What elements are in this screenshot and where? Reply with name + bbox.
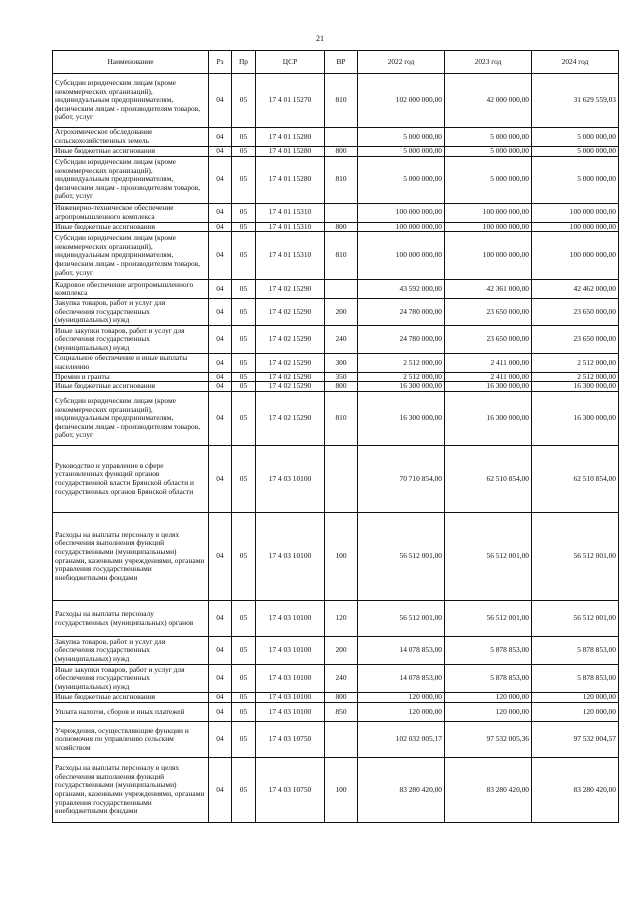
cell-rz: 04 bbox=[209, 446, 232, 513]
cell-pr: 05 bbox=[232, 446, 256, 513]
cell-y2022: 16 300 000,00 bbox=[358, 392, 445, 446]
cell-csr: 17 4 02 15290 bbox=[256, 392, 325, 446]
cell-y2023: 5 878 853,00 bbox=[445, 665, 532, 693]
cell-rz: 04 bbox=[209, 147, 232, 157]
cell-csr: 17 4 02 15290 bbox=[256, 325, 325, 353]
cell-pr: 05 bbox=[232, 637, 256, 665]
table-row bbox=[53, 325, 619, 353]
cell-csr: 17 4 01 15310 bbox=[256, 203, 325, 222]
cell-y2023: 56 512 001,00 bbox=[445, 601, 532, 637]
cell-pr: 05 bbox=[232, 703, 256, 722]
table-row bbox=[53, 693, 619, 703]
table-row bbox=[53, 758, 619, 823]
cell-vr: 800 bbox=[325, 693, 358, 703]
cell-csr: 17 4 02 15290 bbox=[256, 382, 325, 392]
cell-rz: 04 bbox=[209, 693, 232, 703]
cell-y2022: 56 512 001,00 bbox=[358, 513, 445, 601]
cell-y2024: 56 512 001,00 bbox=[532, 601, 619, 637]
table-row bbox=[53, 665, 619, 693]
cell-rz: 04 bbox=[209, 299, 232, 326]
table-header-row bbox=[53, 51, 619, 74]
cell-y2024: 120 000,00 bbox=[532, 693, 619, 703]
cell-vr: 810 bbox=[325, 392, 358, 446]
cell-pr: 05 bbox=[232, 722, 256, 758]
cell-y2022: 102 032 005,17 bbox=[358, 722, 445, 758]
cell-y2022: 5 000 000,00 bbox=[358, 128, 445, 147]
cell-y2024: 100 000 000,00 bbox=[532, 222, 619, 232]
cell-y2023: 5 878 853,00 bbox=[445, 637, 532, 665]
cell-pr: 05 bbox=[232, 325, 256, 353]
cell-rz: 04 bbox=[209, 637, 232, 665]
cell-y2022: 16 300 000,00 bbox=[358, 382, 445, 392]
cell-name: Иные бюджетные ассигнования bbox=[53, 222, 209, 232]
cell-rz: 04 bbox=[209, 156, 232, 203]
cell-csr: 17 4 03 10750 bbox=[256, 722, 325, 758]
cell-vr bbox=[325, 280, 358, 299]
cell-rz: 04 bbox=[209, 353, 232, 372]
cell-csr: 17 4 03 10100 bbox=[256, 665, 325, 693]
header-2023: 2023 год bbox=[445, 51, 532, 74]
cell-y2023: 42 000 000,00 bbox=[445, 74, 532, 128]
header-name: Наименование bbox=[53, 51, 209, 74]
cell-y2023: 62 510 854,00 bbox=[445, 446, 532, 513]
table-row bbox=[53, 703, 619, 722]
cell-pr: 05 bbox=[232, 758, 256, 823]
table-row bbox=[53, 147, 619, 157]
cell-vr: 240 bbox=[325, 325, 358, 353]
cell-rz: 04 bbox=[209, 513, 232, 601]
table-row bbox=[53, 353, 619, 372]
cell-y2024: 100 000 000,00 bbox=[532, 203, 619, 222]
cell-csr: 17 4 01 15280 bbox=[256, 128, 325, 147]
cell-name: Иные бюджетные ассигнования bbox=[53, 693, 209, 703]
cell-y2022: 5 000 000,00 bbox=[358, 156, 445, 203]
cell-pr: 05 bbox=[232, 693, 256, 703]
cell-y2022: 120 000,00 bbox=[358, 693, 445, 703]
cell-rz: 04 bbox=[209, 392, 232, 446]
cell-y2022: 102 000 000,00 bbox=[358, 74, 445, 128]
cell-name: Субсидии юридическим лицам (кроме некоммерческих организаций), индивидуальным предпринимателям, физическим лицам - производителям товаров, работ, услуг bbox=[53, 232, 209, 280]
cell-y2024: 42 462 000,00 bbox=[532, 280, 619, 299]
cell-y2022: 83 280 420,00 bbox=[358, 758, 445, 823]
cell-y2022: 100 000 000,00 bbox=[358, 222, 445, 232]
cell-y2023: 120 000,00 bbox=[445, 693, 532, 703]
cell-vr bbox=[325, 203, 358, 222]
cell-rz: 04 bbox=[209, 280, 232, 299]
cell-y2023: 5 000 000,00 bbox=[445, 156, 532, 203]
cell-pr: 05 bbox=[232, 128, 256, 147]
cell-y2023: 23 650 000,00 bbox=[445, 299, 532, 326]
cell-y2022: 100 000 000,00 bbox=[358, 232, 445, 280]
cell-y2024: 5 878 853,00 bbox=[532, 637, 619, 665]
cell-vr: 810 bbox=[325, 232, 358, 280]
cell-y2024: 56 512 001,00 bbox=[532, 513, 619, 601]
cell-pr: 05 bbox=[232, 280, 256, 299]
cell-rz: 04 bbox=[209, 665, 232, 693]
page-number: 21 bbox=[316, 34, 324, 43]
cell-y2023: 42 361 000,00 bbox=[445, 280, 532, 299]
table-row bbox=[53, 203, 619, 222]
cell-rz: 04 bbox=[209, 372, 232, 382]
cell-y2024: 97 532 004,57 bbox=[532, 722, 619, 758]
cell-name: Социальное обеспечение и иные выплаты населению bbox=[53, 353, 209, 372]
budget-table bbox=[52, 50, 619, 823]
header-rz: Рз bbox=[209, 51, 232, 74]
cell-y2024: 2 512 000,00 bbox=[532, 372, 619, 382]
cell-csr: 17 4 01 15310 bbox=[256, 222, 325, 232]
table-row bbox=[53, 382, 619, 392]
cell-y2024: 5 878 853,00 bbox=[532, 665, 619, 693]
cell-name: Закупка товаров, работ и услуг для обеспечения государственных (муниципальных) нужд bbox=[53, 637, 209, 665]
cell-y2024: 16 300 000,00 bbox=[532, 382, 619, 392]
table-row bbox=[53, 513, 619, 601]
table-row bbox=[53, 446, 619, 513]
table-row bbox=[53, 128, 619, 147]
cell-y2024: 100 000 000,00 bbox=[532, 232, 619, 280]
cell-y2023: 5 000 000,00 bbox=[445, 147, 532, 157]
cell-pr: 05 bbox=[232, 74, 256, 128]
cell-y2023: 100 000 000,00 bbox=[445, 222, 532, 232]
cell-pr: 05 bbox=[232, 372, 256, 382]
cell-pr: 05 bbox=[232, 513, 256, 601]
cell-y2022: 14 078 853,00 bbox=[358, 665, 445, 693]
cell-y2022: 56 512 001,00 bbox=[358, 601, 445, 637]
cell-y2022: 70 710 854,00 bbox=[358, 446, 445, 513]
cell-csr: 17 4 02 15290 bbox=[256, 299, 325, 326]
cell-pr: 05 bbox=[232, 392, 256, 446]
table-row bbox=[53, 74, 619, 128]
cell-pr: 05 bbox=[232, 232, 256, 280]
cell-rz: 04 bbox=[209, 222, 232, 232]
cell-csr: 17 4 01 15310 bbox=[256, 232, 325, 280]
cell-pr: 05 bbox=[232, 665, 256, 693]
cell-vr bbox=[325, 722, 358, 758]
table-row bbox=[53, 392, 619, 446]
cell-y2022: 120 000,00 bbox=[358, 703, 445, 722]
cell-name: Учреждения, осуществляющие функции и полномочия по управлению сельским хозяйством bbox=[53, 722, 209, 758]
cell-pr: 05 bbox=[232, 353, 256, 372]
cell-pr: 05 bbox=[232, 601, 256, 637]
cell-name: Иные закупки товаров, работ и услуг для обеспечения государственных (муниципальных) нужд bbox=[53, 665, 209, 693]
cell-y2023: 5 000 000,00 bbox=[445, 128, 532, 147]
cell-y2024: 5 000 000,00 bbox=[532, 128, 619, 147]
cell-csr: 17 4 03 10100 bbox=[256, 513, 325, 601]
cell-name: Закупка товаров, работ и услуг для обеспечения государственных (муниципальных) нужд bbox=[53, 299, 209, 326]
cell-y2023: 97 532 005,36 bbox=[445, 722, 532, 758]
table-row bbox=[53, 156, 619, 203]
cell-csr: 17 4 03 10750 bbox=[256, 758, 325, 823]
header-2024: 2024 год bbox=[532, 51, 619, 74]
table-row bbox=[53, 637, 619, 665]
cell-rz: 04 bbox=[209, 74, 232, 128]
cell-y2022: 14 078 853,00 bbox=[358, 637, 445, 665]
cell-csr: 17 4 03 10100 bbox=[256, 693, 325, 703]
cell-name: Кадровое обеспечение агропромышленного комплекса bbox=[53, 280, 209, 299]
cell-csr: 17 4 03 10100 bbox=[256, 446, 325, 513]
cell-y2023: 16 300 000,00 bbox=[445, 382, 532, 392]
table-row bbox=[53, 299, 619, 326]
cell-rz: 04 bbox=[209, 232, 232, 280]
cell-csr: 17 4 03 10100 bbox=[256, 637, 325, 665]
cell-csr: 17 4 02 15290 bbox=[256, 280, 325, 299]
cell-rz: 04 bbox=[209, 722, 232, 758]
cell-name: Руководство и управление в сфере установленных функций органов государственной власти Брянской области и государственных органов Брянской области bbox=[53, 446, 209, 513]
cell-csr: 17 4 03 10100 bbox=[256, 601, 325, 637]
cell-name: Расходы на выплаты персоналу государственных (муниципальных) органов bbox=[53, 601, 209, 637]
cell-vr: 200 bbox=[325, 299, 358, 326]
cell-y2023: 23 650 000,00 bbox=[445, 325, 532, 353]
cell-vr: 810 bbox=[325, 156, 358, 203]
cell-csr: 17 4 01 15280 bbox=[256, 156, 325, 203]
cell-vr: 240 bbox=[325, 665, 358, 693]
cell-y2023: 120 000,00 bbox=[445, 703, 532, 722]
cell-name: Иные бюджетные ассигнования bbox=[53, 147, 209, 157]
table-row bbox=[53, 372, 619, 382]
cell-y2023: 100 000 000,00 bbox=[445, 203, 532, 222]
cell-name: Агрохимическое обследование сельскохозяйственных земель bbox=[53, 128, 209, 147]
cell-vr: 300 bbox=[325, 353, 358, 372]
cell-name: Расходы на выплаты персоналу в целях обеспечения выполнения функций государственными (муниципальными) органами, казенными учреждениями, органами управления государственными внебюджетными фондами bbox=[53, 758, 209, 823]
cell-name: Субсидии юридическим лицам (кроме некоммерческих организаций), индивидуальным предпринимателям, физическим лицам - производителям товаров, работ, услуг bbox=[53, 74, 209, 128]
cell-pr: 05 bbox=[232, 299, 256, 326]
cell-name: Уплата налогов, сборов и иных платежей bbox=[53, 703, 209, 722]
cell-csr: 17 4 02 15290 bbox=[256, 372, 325, 382]
cell-vr: 800 bbox=[325, 382, 358, 392]
table-row bbox=[53, 280, 619, 299]
cell-y2022: 100 000 000,00 bbox=[358, 203, 445, 222]
cell-y2024: 5 000 000,00 bbox=[532, 147, 619, 157]
cell-y2022: 24 780 000,00 bbox=[358, 299, 445, 326]
cell-rz: 04 bbox=[209, 758, 232, 823]
cell-y2023: 2 411 000,00 bbox=[445, 353, 532, 372]
cell-csr: 17 4 01 15280 bbox=[256, 147, 325, 157]
cell-y2024: 31 629 559,03 bbox=[532, 74, 619, 128]
cell-csr: 17 4 02 15290 bbox=[256, 353, 325, 372]
cell-name: Расходы на выплаты персоналу в целях обеспечения выполнения функций государственными (муниципальными) органами, казенными учреждениями, органами управления государственными внебюджетными фондами bbox=[53, 513, 209, 601]
cell-y2022: 5 000 000,00 bbox=[358, 147, 445, 157]
cell-vr: 350 bbox=[325, 372, 358, 382]
cell-name: Иные бюджетные ассигнования bbox=[53, 382, 209, 392]
cell-y2024: 5 000 000,00 bbox=[532, 156, 619, 203]
cell-vr: 800 bbox=[325, 222, 358, 232]
cell-pr: 05 bbox=[232, 222, 256, 232]
cell-csr: 17 4 01 15270 bbox=[256, 74, 325, 128]
header-csr: ЦСР bbox=[256, 51, 325, 74]
table-row bbox=[53, 601, 619, 637]
cell-y2023: 100 000 000,00 bbox=[445, 232, 532, 280]
cell-y2024: 23 650 000,00 bbox=[532, 299, 619, 326]
table-row bbox=[53, 232, 619, 280]
cell-y2022: 2 512 000,00 bbox=[358, 353, 445, 372]
header-2022: 2022 год bbox=[358, 51, 445, 74]
table-row bbox=[53, 222, 619, 232]
cell-rz: 04 bbox=[209, 325, 232, 353]
cell-rz: 04 bbox=[209, 382, 232, 392]
cell-vr: 100 bbox=[325, 513, 358, 601]
cell-rz: 04 bbox=[209, 203, 232, 222]
cell-pr: 05 bbox=[232, 147, 256, 157]
cell-y2023: 56 512 001,00 bbox=[445, 513, 532, 601]
cell-rz: 04 bbox=[209, 128, 232, 147]
cell-y2022: 24 780 000,00 bbox=[358, 325, 445, 353]
table-row bbox=[53, 722, 619, 758]
cell-name: Инженерно-техническое обеспечение агропромышленного комплекса bbox=[53, 203, 209, 222]
cell-y2023: 2 411 000,00 bbox=[445, 372, 532, 382]
cell-vr bbox=[325, 446, 358, 513]
cell-pr: 05 bbox=[232, 203, 256, 222]
cell-vr bbox=[325, 128, 358, 147]
cell-y2024: 120 000,00 bbox=[532, 703, 619, 722]
cell-name: Премии и гранты bbox=[53, 372, 209, 382]
cell-pr: 05 bbox=[232, 156, 256, 203]
cell-y2024: 16 300 000,00 bbox=[532, 392, 619, 446]
cell-vr: 800 bbox=[325, 147, 358, 157]
cell-y2024: 23 650 000,00 bbox=[532, 325, 619, 353]
cell-y2023: 16 300 000,00 bbox=[445, 392, 532, 446]
cell-rz: 04 bbox=[209, 601, 232, 637]
cell-y2022: 2 512 000,00 bbox=[358, 372, 445, 382]
cell-name: Субсидии юридическим лицам (кроме некоммерческих организаций), индивидуальным предпринимателям, физическим лицам - производителям товаров, работ, услуг bbox=[53, 156, 209, 203]
cell-vr: 100 bbox=[325, 758, 358, 823]
cell-rz: 04 bbox=[209, 703, 232, 722]
header-pr: Пр bbox=[232, 51, 256, 74]
cell-y2023: 83 280 420,00 bbox=[445, 758, 532, 823]
cell-y2024: 2 512 000,00 bbox=[532, 353, 619, 372]
cell-vr: 810 bbox=[325, 74, 358, 128]
cell-y2022: 43 592 000,00 bbox=[358, 280, 445, 299]
cell-csr: 17 4 03 10100 bbox=[256, 703, 325, 722]
cell-vr: 200 bbox=[325, 637, 358, 665]
cell-y2024: 62 510 854,00 bbox=[532, 446, 619, 513]
cell-vr: 850 bbox=[325, 703, 358, 722]
cell-name: Иные закупки товаров, работ и услуг для обеспечения государственных (муниципальных) нужд bbox=[53, 325, 209, 353]
header-vr: ВР bbox=[325, 51, 358, 74]
cell-name: Субсидии юридическим лицам (кроме некоммерческих организаций), индивидуальным предпринимателям, физическим лицам - производителям товаров, работ, услуг bbox=[53, 392, 209, 446]
cell-vr: 120 bbox=[325, 601, 358, 637]
cell-y2024: 83 280 420,00 bbox=[532, 758, 619, 823]
cell-pr: 05 bbox=[232, 382, 256, 392]
